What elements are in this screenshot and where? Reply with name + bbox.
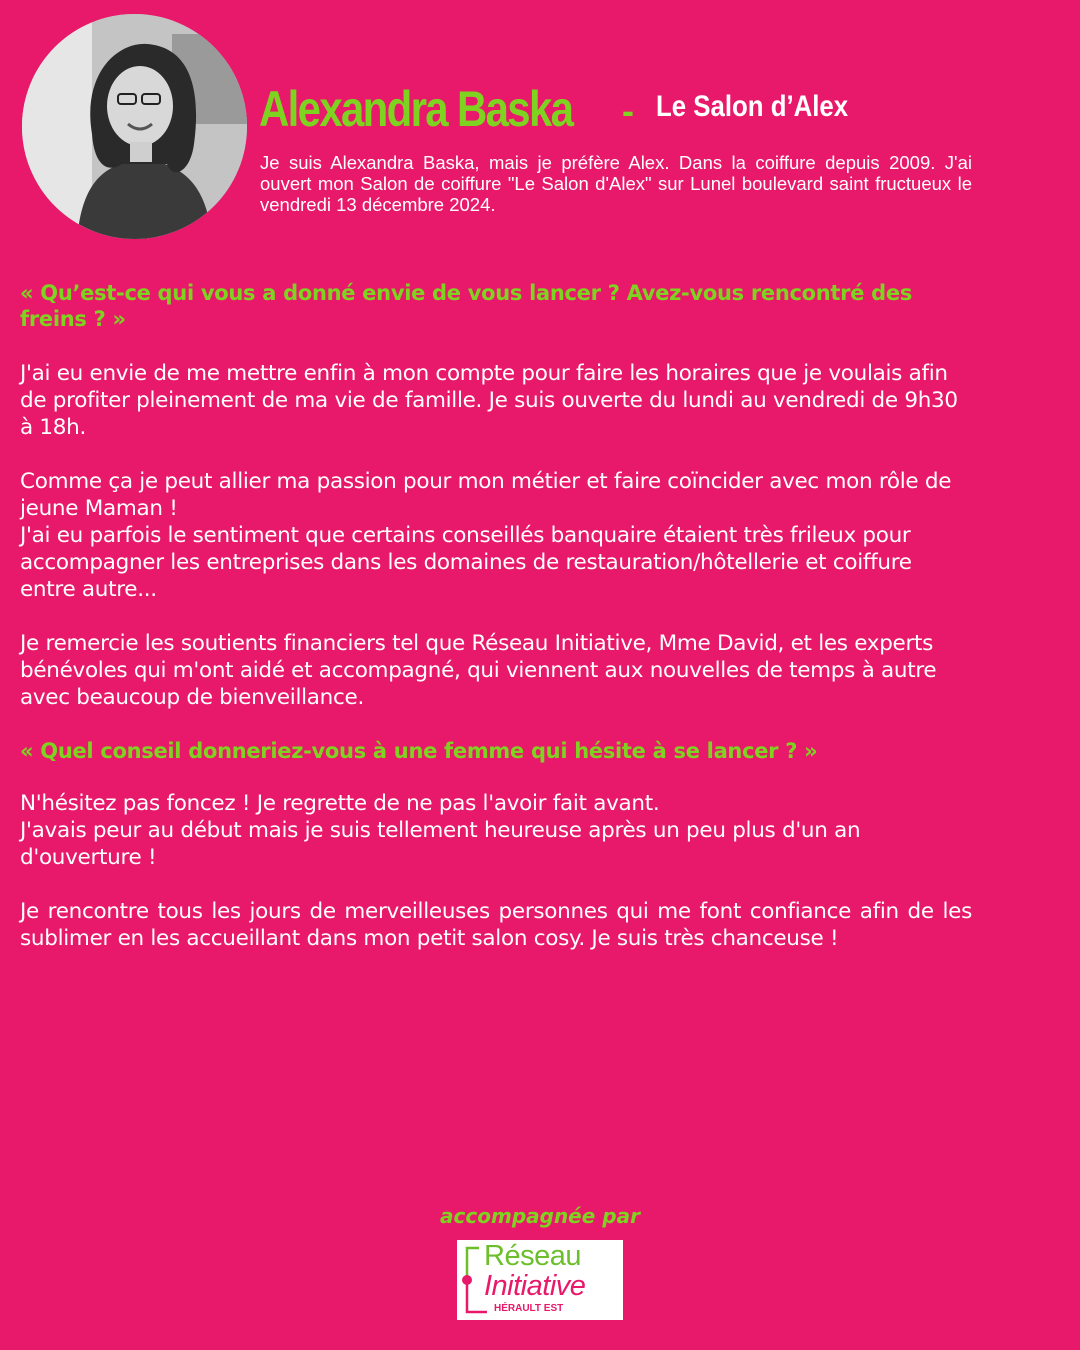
logo-text-initiative: Initiative bbox=[484, 1270, 586, 1302]
portrait-illustration bbox=[22, 14, 247, 239]
salon-name: Le Salon d’Alex bbox=[656, 90, 849, 123]
logo-text-region: HÉRAULT EST bbox=[494, 1303, 564, 1314]
question-1: « Qu’est-ce qui vous a donné envie de vous lancer ? Avez-vous rencontré des freins ? » bbox=[20, 281, 913, 331]
answer-1-paragraph-1: J'ai eu envie de me mettre enfin à mon compte pour faire les horaires que je voulais afin de profiter pleinement de ma vie de famille. Je suis ouverte du lundi au vendredi de 9h30 à 18h. bbox=[20, 361, 958, 440]
intro-text: Je suis Alexandra Baska, mais je préfère Alex. Dans la coiffure depuis 2009. J'ai ouvert mon Salon de coiffure "Le Salon d'Alex" sur Lunel boulevard saint fructueux le vendredi 13 décembre 2024. bbox=[260, 152, 972, 215]
answer-1-paragraph-2a: Comme ça je peut allier ma passion pour mon métier et faire coïncider avec mon rôle de jeune Maman ! bbox=[20, 469, 952, 521]
interview-content bbox=[20, 280, 972, 952]
question-2: « Quel conseil donneriez-vous à une femme qui hésite à se lancer ? » bbox=[20, 739, 818, 763]
answer-1-paragraph-3: Je remercie les soutients financiers tel que Réseau Initiative, Mme David, et les experts bénévoles qui m'ont aidé et accompagné, qui viennent aux nouvelles de temps à autre avec beaucoup de bienveillance. bbox=[20, 631, 937, 710]
profile-photo bbox=[22, 14, 247, 239]
supported-by-label: accompagnée par bbox=[440, 1204, 640, 1228]
answer-1-paragraph-2b: J'ai eu parfois le sentiment que certains conseillés banquaire étaient très frileux pour accompagner les entreprises dans les domaines de restauration/hôtellerie et coiffure entre autre... bbox=[20, 523, 912, 602]
answer-2-paragraph-2: Je rencontre tous les jours de merveilleuses personnes qui me font confiance afin de les sublimer en les accueillant dans mon petit salon cosy. Je suis très chanceuse ! bbox=[20, 899, 972, 951]
logo-text-reseau: Réseau bbox=[484, 1240, 581, 1272]
person-name: Alexandra Baska bbox=[259, 81, 573, 137]
reseau-initiative-logo bbox=[457, 1240, 623, 1320]
answer-2-paragraph-1b: J'avais peur au début mais je suis tellement heureuse après un peu plus d'un an d'ouverture ! bbox=[20, 818, 861, 870]
answer-2-paragraph-1a: N'hésitez pas foncez ! Je regrette de ne pas l'avoir fait avant. bbox=[20, 791, 660, 816]
title-separator: - bbox=[622, 90, 634, 131]
